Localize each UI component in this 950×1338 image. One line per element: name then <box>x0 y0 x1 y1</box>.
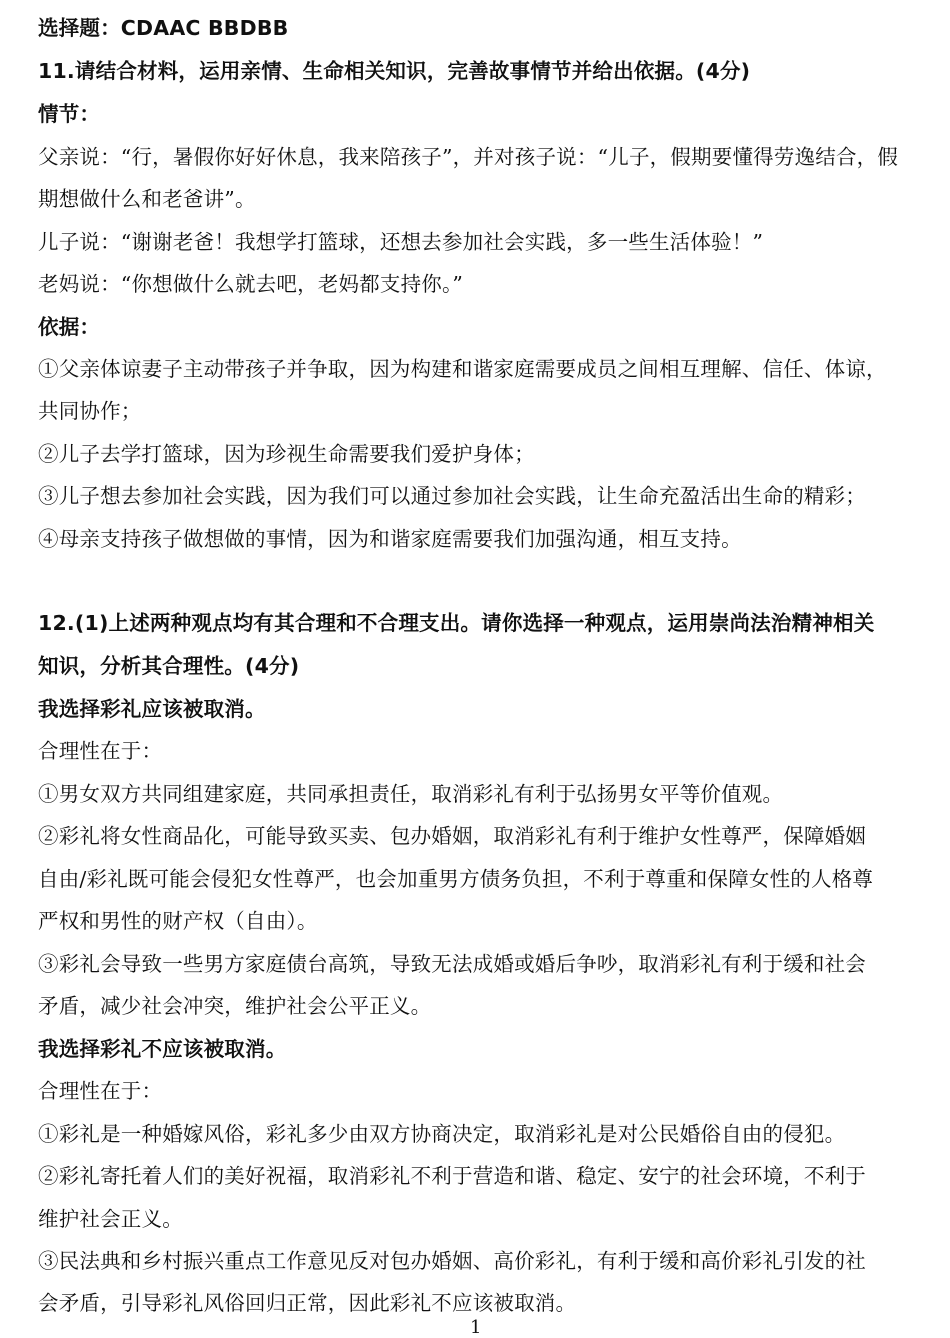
q12-choice-b-line: ②彩礼寄托着人们的美好祝福，取消彩礼不利于营造和谐、稳定、安宁的社会环境，不利于 <box>38 1164 866 1188</box>
q12-choice-b-reason-label: 合理性在于： <box>38 1079 163 1103</box>
q11-plot-line: 儿子说：“谢谢老爸！我想学打篮球，还想去参加社会实践，多一些生活体验！” <box>38 230 764 254</box>
q12-choice-a-line: ③彩礼会导致一些男方家庭债台高筑，导致无法成婚或婚后争吵，取消彩礼有利于缓和社会 <box>38 952 866 976</box>
q12-choice-b-line: ①彩礼是一种婚嫁风俗，彩礼多少由双方协商决定，取消彩礼是对公民婚俗自由的侵犯。 <box>38 1122 846 1146</box>
q12-choice-b-line: 会矛盾，引导彩礼风俗回归正常，因此彩礼不应该被取消。 <box>38 1291 577 1315</box>
q11-basis-heading: 依据： <box>38 315 101 339</box>
q11-basis-line: 共同协作； <box>38 399 142 423</box>
q11-plot-line: 老妈说：“你想做什么就去吧，老妈都支持你。” <box>38 272 464 296</box>
q12-choice-b-line: 维护社会正义。 <box>38 1207 183 1231</box>
q11-plot-heading: 情节： <box>38 102 101 126</box>
q12-choice-a-line: ①男女双方共同组建家庭，共同承担责任，取消彩礼有利于弘扬男女平等价值观。 <box>38 782 784 806</box>
q12-prompt-line: 知识，分析其合理性。(4分) <box>38 654 300 678</box>
q12-choice-a-heading: 我选择彩礼应该被取消。 <box>38 697 266 721</box>
q11-plot-line: 期想做什么和老爸讲”。 <box>38 187 256 211</box>
q11-basis-line: ①父亲体谅妻子主动带孩子并争取，因为构建和谐家庭需要成员之间相互理解、信任、体谅， <box>38 357 887 381</box>
q11-basis-line: ④母亲支持孩子做想做的事情，因为和谐家庭需要我们加强沟通，相互支持。 <box>38 527 742 551</box>
multiple-choice-answers: 选择题：CDAAC BBDBB <box>38 16 289 40</box>
q12-choice-a-reason-label: 合理性在于： <box>38 739 163 763</box>
q11-plot-line: 父亲说：“行，暑假你好好休息，我来陪孩子”，并对孩子说：“儿子，假期要懂得劳逸结合，假 <box>38 145 899 169</box>
q12-choice-a-line: 严权和男性的财产权（自由）。 <box>38 909 318 933</box>
q11-basis-line: ③儿子想去参加社会实践，因为我们可以通过参加社会实践，让生命充盈活出生命的精彩； <box>38 484 866 508</box>
q12-prompt-line: 12.(1)上述两种观点均有其合理和不合理支出。请你选择一种观点，运用崇尚法治精神相关 <box>38 611 875 635</box>
q11-prompt: 11.请结合材料，运用亲情、生命相关知识，完善故事情节并给出依据。(4分) <box>38 59 751 83</box>
q12-choice-b-heading: 我选择彩礼不应该被取消。 <box>38 1037 287 1061</box>
q12-choice-a-line: ②彩礼将女性商品化，可能导致买卖、包办婚姻，取消彩礼有利于维护女性尊严，保障婚姻 <box>38 824 866 848</box>
q12-choice-b-line: ③民法典和乡村振兴重点工作意见反对包办婚姻、高价彩礼，有利于缓和高价彩礼引发的社 <box>38 1249 866 1273</box>
q12-choice-a-line: 矛盾，减少社会冲突，维护社会公平正义。 <box>38 994 432 1018</box>
page-number: 1 <box>470 1317 482 1338</box>
q12-choice-a-line: 自由/彩礼既可能会侵犯女性尊严，也会加重男方债务负担，不利于尊重和保障女性的人格尊 <box>38 867 874 891</box>
q11-basis-line: ②儿子去学打篮球，因为珍视生命需要我们爱护身体； <box>38 442 535 466</box>
